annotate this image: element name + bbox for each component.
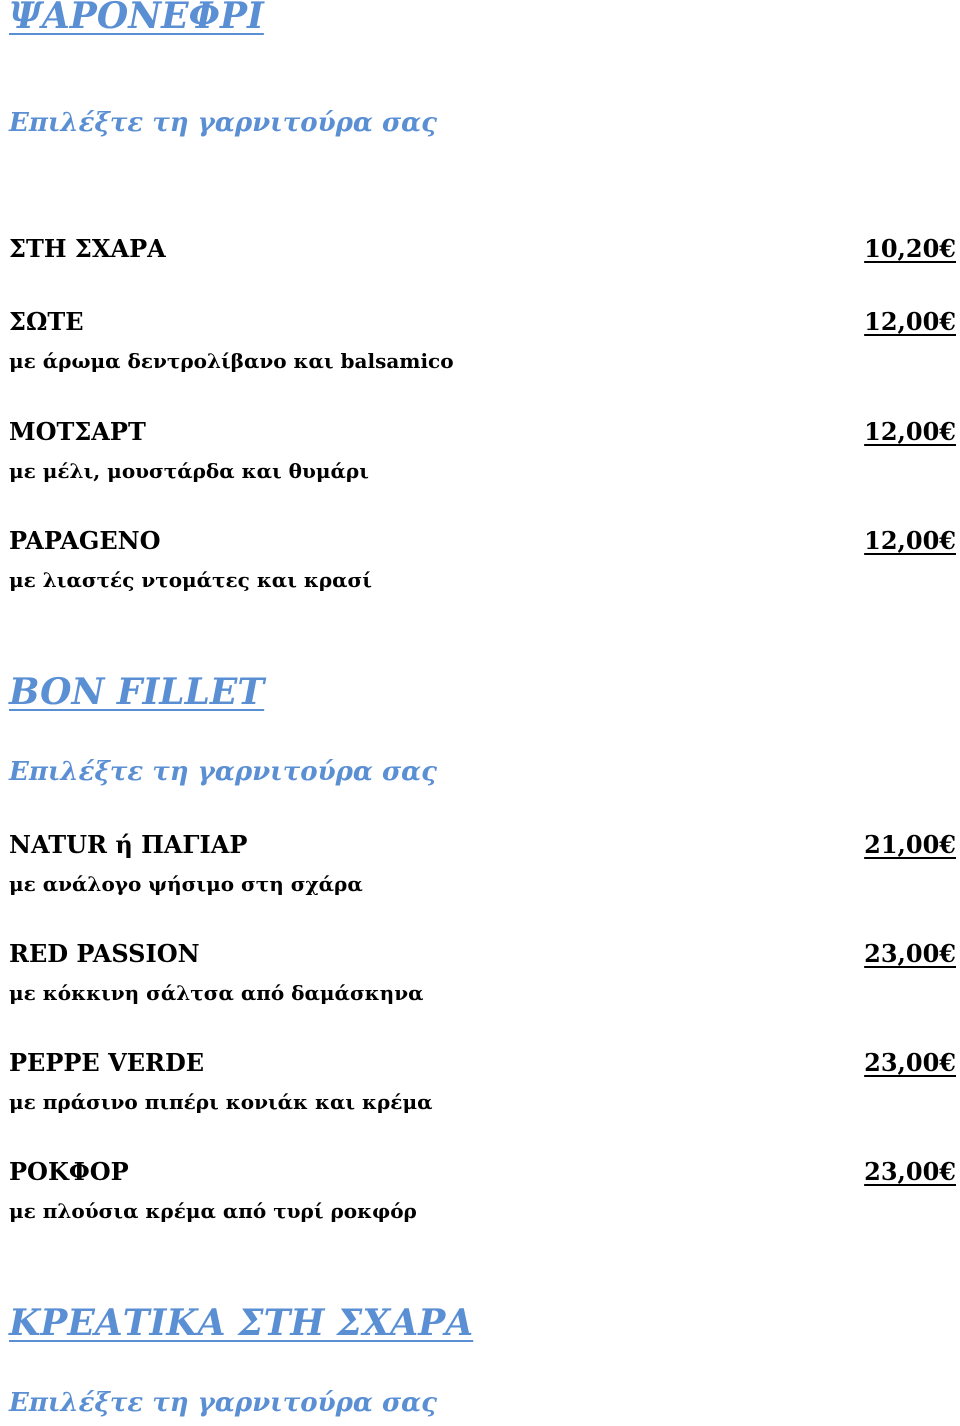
- menu-item-name: NATUR ή ΠΑΓΙΑΡ: [9, 830, 248, 859]
- menu-item-description: με άρωμα δεντρολίβανο και balsamico: [9, 349, 454, 373]
- menu-item-price: 23,00€: [864, 1048, 956, 1077]
- menu-item-description: με μέλι, μουστάρδα και θυμάρι: [9, 459, 369, 483]
- garnish-prompt: Επιλέξτε τη γαρνιτούρα σας: [9, 757, 437, 787]
- menu-item-description: με κόκκινη σάλτσα από δαμάσκηνα: [9, 981, 424, 1005]
- section-title-bon-fillet: BON FILLET: [9, 671, 265, 713]
- menu-item-description: με λιαστές ντομάτες και κρασί: [9, 568, 372, 592]
- section-title-psaronefri: ΨΑΡΟΝΕΦΡΙ: [9, 0, 264, 37]
- menu-item-description: με ανάλογο ψήσιμο στη σχάρα: [9, 872, 363, 896]
- menu-item-name: ΣΤΗ ΣΧΑΡΑ: [9, 234, 166, 263]
- menu-item-price: 10,20€: [864, 234, 956, 263]
- menu-item-price: 23,00€: [864, 939, 956, 968]
- menu-item-name: PEPPE VERDE: [9, 1048, 205, 1077]
- menu-item-price: 12,00€: [864, 417, 956, 446]
- menu-item-price: 21,00€: [864, 830, 956, 859]
- menu-item-name: ΜΟΤΣΑΡΤ: [9, 417, 146, 446]
- menu-item-name: ΡΟΚΦΟΡ: [9, 1157, 129, 1186]
- menu-item-description: με πλούσια κρέμα από τυρί ροκφόρ: [9, 1199, 417, 1223]
- menu-item-price: 12,00€: [864, 526, 956, 555]
- menu-item-description: με πράσινο πιπέρι κονιάκ και κρέμα: [9, 1090, 433, 1114]
- garnish-prompt: Επιλέξτε τη γαρνιτούρα σας: [9, 1388, 437, 1418]
- menu-item-price: 23,00€: [864, 1157, 956, 1186]
- garnish-prompt: Επιλέξτε τη γαρνιτούρα σας: [9, 108, 437, 138]
- menu-item-name: RED PASSION: [9, 939, 200, 968]
- menu-item-price: 12,00€: [864, 307, 956, 336]
- section-title-kreatika: ΚΡΕΑΤΙΚΑ ΣΤΗ ΣΧΑΡΑ: [9, 1302, 474, 1344]
- menu-item-name: ΣΩΤΕ: [9, 307, 84, 336]
- menu-item-name: PAPAGENO: [9, 526, 161, 555]
